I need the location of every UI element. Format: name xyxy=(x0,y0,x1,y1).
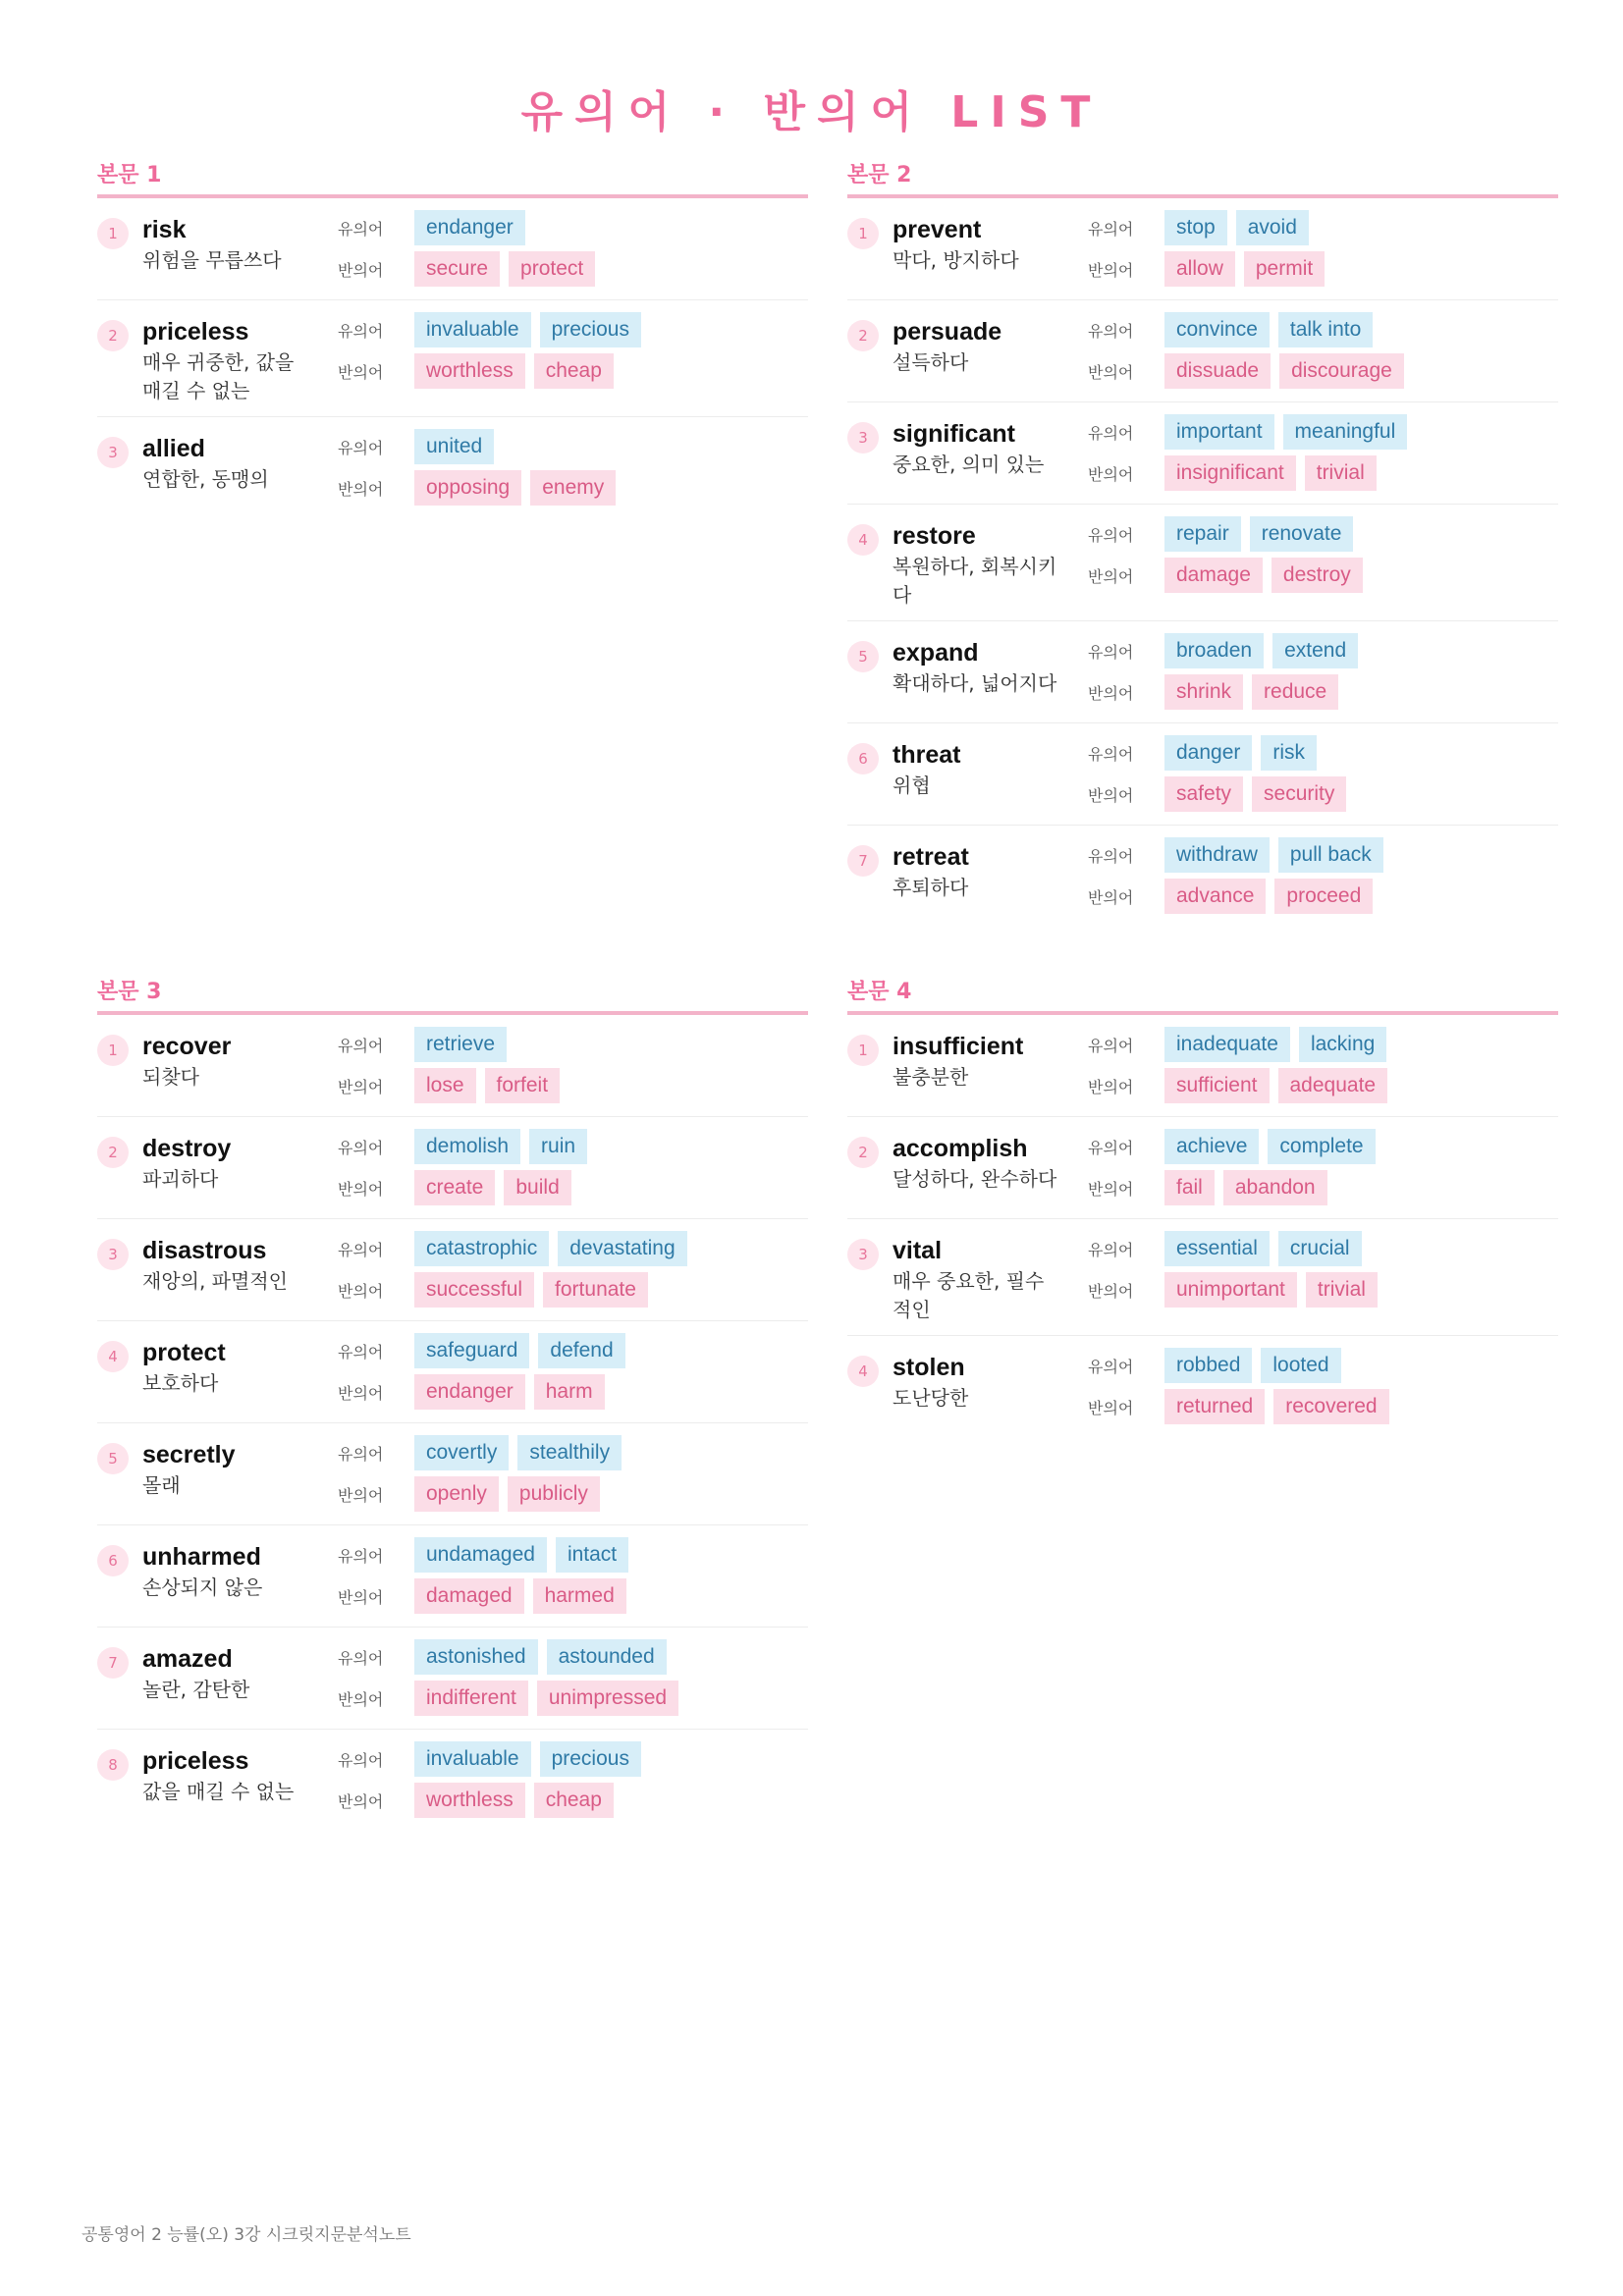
entry-number-badge: 3 xyxy=(97,1239,129,1270)
vocab-entry xyxy=(847,1015,1558,1117)
synonym-tag: broaden xyxy=(1164,633,1264,668)
entry-word: restore xyxy=(893,522,976,550)
synonym-tag: ruin xyxy=(529,1129,587,1164)
antonym-label: 반의어 xyxy=(338,1791,384,1811)
synonym-row xyxy=(1088,633,1367,668)
entry-meaning: 위협 xyxy=(893,774,931,797)
entry-word: priceless xyxy=(142,1747,249,1775)
entry-number-badge: 5 xyxy=(97,1443,129,1474)
vocab-entry xyxy=(97,198,808,300)
entry-meaning: 불충분한 xyxy=(893,1065,969,1089)
synonym-row xyxy=(1088,1129,1384,1164)
synonym-tag: achieve xyxy=(1164,1129,1259,1164)
antonym-tag: abandon xyxy=(1223,1170,1327,1205)
entry-meaning: 보호하다 xyxy=(142,1371,219,1395)
synonym-label: 유의어 xyxy=(1088,642,1134,662)
entry-number-badge: 1 xyxy=(97,1035,129,1066)
antonym-label: 반의어 xyxy=(1088,566,1134,586)
entry-number-badge: 8 xyxy=(97,1749,129,1781)
antonym-tag: harm xyxy=(534,1374,605,1410)
antonym-label: 반의어 xyxy=(338,1485,384,1505)
synonym-label: 유의어 xyxy=(1088,525,1134,545)
antonym-tag: cheap xyxy=(534,1783,614,1818)
synonym-tag: endanger xyxy=(414,210,525,245)
section-heading: 본문 1 xyxy=(97,161,808,198)
antonym-row xyxy=(1088,558,1372,593)
antonym-tag: create xyxy=(414,1170,495,1205)
synonym-tag: extend xyxy=(1272,633,1358,668)
entry-number-badge: 2 xyxy=(847,1137,879,1168)
entry-meaning: 되찾다 xyxy=(142,1065,199,1089)
antonym-tag: permit xyxy=(1244,251,1325,287)
footer-text: 공통영어 2 능률(오) 3강 시크릿지문분석노트 xyxy=(81,2225,411,2245)
entry-meaning: 값을 매길 수 없는 xyxy=(142,1780,295,1803)
antonym-tag: lose xyxy=(414,1068,476,1103)
entry-number-badge: 4 xyxy=(847,1356,879,1387)
vocab-entry xyxy=(847,300,1558,402)
entry-word: stolen xyxy=(893,1354,965,1381)
antonym-tag: cheap xyxy=(534,353,614,389)
synonym-label: 유의어 xyxy=(338,321,384,341)
antonym-row xyxy=(1088,674,1347,710)
entry-number-badge: 1 xyxy=(847,1035,879,1066)
synonym-row xyxy=(1088,735,1325,771)
entry-number-badge: 1 xyxy=(97,218,129,249)
vocab-entry xyxy=(97,1015,808,1117)
synonym-tag: catastrophic xyxy=(414,1231,549,1266)
synonym-tag: stealthily xyxy=(517,1435,622,1470)
synonym-label: 유의어 xyxy=(338,1036,384,1055)
synonym-tag: covertly xyxy=(414,1435,509,1470)
antonym-tag: unimportant xyxy=(1164,1272,1297,1308)
synonym-tag: undamaged xyxy=(414,1537,547,1573)
entry-meaning: 몰래 xyxy=(142,1473,181,1497)
antonym-label: 반의어 xyxy=(1088,1077,1134,1096)
antonym-tag: build xyxy=(504,1170,570,1205)
antonym-tag: fail xyxy=(1164,1170,1215,1205)
vocab-entry xyxy=(97,1219,808,1321)
synonym-tag: complete xyxy=(1268,1129,1375,1164)
antonym-label: 반의어 xyxy=(338,1587,384,1607)
entry-meaning: 매우 중요한, 필수적인 xyxy=(893,1269,1045,1321)
synonym-row xyxy=(1088,1231,1371,1266)
entry-meaning: 재앙의, 파멸적인 xyxy=(142,1269,288,1293)
synonym-row xyxy=(338,1741,650,1777)
entry-meaning: 놀란, 감탄한 xyxy=(142,1678,250,1701)
antonym-tag: openly xyxy=(414,1476,499,1512)
synonym-row xyxy=(338,1129,596,1164)
synonym-row xyxy=(1088,516,1362,552)
antonym-row xyxy=(1088,1272,1386,1308)
antonym-label: 반의어 xyxy=(338,1281,384,1301)
entry-number-badge: 5 xyxy=(847,641,879,672)
entry-word: vital xyxy=(893,1237,943,1264)
synonym-row xyxy=(338,1537,637,1573)
antonym-tag: protect xyxy=(509,251,595,287)
antonym-label: 반의어 xyxy=(338,362,384,382)
entry-word: priceless xyxy=(142,318,249,346)
synonym-tag: essential xyxy=(1164,1231,1270,1266)
antonym-tag: enemy xyxy=(530,470,616,506)
antonym-row xyxy=(1088,455,1385,491)
synonym-tag: safeguard xyxy=(414,1333,529,1368)
antonym-row xyxy=(338,1272,657,1308)
antonym-label: 반의어 xyxy=(1088,1179,1134,1199)
antonym-row xyxy=(338,1068,568,1103)
antonym-tag: advance xyxy=(1164,879,1266,914)
entry-number-badge: 1 xyxy=(847,218,879,249)
synonym-label: 유의어 xyxy=(338,1240,384,1259)
synonym-tag: devastating xyxy=(558,1231,686,1266)
entry-word: destroy xyxy=(142,1135,232,1162)
synonym-tag: crucial xyxy=(1278,1231,1362,1266)
synonym-tag: avoid xyxy=(1236,210,1309,245)
synonym-label: 유의어 xyxy=(338,1750,384,1770)
antonym-label: 반의어 xyxy=(338,1383,384,1403)
synonym-row xyxy=(1088,210,1318,245)
synonym-row xyxy=(338,1639,676,1675)
entry-meaning: 달성하다, 완수하다 xyxy=(893,1167,1057,1191)
synonym-label: 유의어 xyxy=(1088,1357,1134,1376)
antonym-row xyxy=(1088,879,1381,914)
antonym-tag: insignificant xyxy=(1164,455,1296,491)
antonym-tag: publicly xyxy=(508,1476,600,1512)
entry-meaning: 위험을 무릅쓰다 xyxy=(142,248,282,272)
synonym-row xyxy=(338,210,534,245)
antonym-tag: proceed xyxy=(1274,879,1373,914)
synonym-tag: pull back xyxy=(1278,837,1383,873)
entry-meaning: 연합한, 동맹의 xyxy=(142,467,269,491)
entry-word: expand xyxy=(893,639,979,667)
antonym-tag: forfeit xyxy=(485,1068,561,1103)
entry-word: protect xyxy=(142,1339,226,1366)
antonym-tag: safety xyxy=(1164,776,1243,812)
entry-number-badge: 3 xyxy=(97,437,129,468)
entry-number-badge: 2 xyxy=(97,1137,129,1168)
synonym-row xyxy=(338,429,503,464)
synonym-label: 유의어 xyxy=(1088,321,1134,341)
entry-number-badge: 6 xyxy=(97,1545,129,1576)
antonym-label: 반의어 xyxy=(1088,362,1134,382)
section-1 xyxy=(97,161,808,519)
antonym-row xyxy=(1088,776,1355,812)
entry-number-badge: 3 xyxy=(847,422,879,454)
vocab-entry xyxy=(847,505,1558,621)
synonym-label: 유의어 xyxy=(1088,423,1134,443)
entry-number-badge: 4 xyxy=(847,524,879,556)
synonym-tag: astounded xyxy=(547,1639,667,1675)
section-3 xyxy=(97,978,808,1832)
entry-number-badge: 4 xyxy=(97,1341,129,1372)
synonym-label: 유의어 xyxy=(1088,846,1134,866)
entry-meaning: 파괴하다 xyxy=(142,1167,219,1191)
synonym-row xyxy=(338,312,650,347)
antonym-label: 반의어 xyxy=(1088,785,1134,805)
antonym-label: 반의어 xyxy=(338,1077,384,1096)
synonym-label: 유의어 xyxy=(1088,1138,1134,1157)
vocab-entry xyxy=(97,417,808,519)
entry-word: recover xyxy=(142,1033,232,1060)
section-4 xyxy=(847,978,1558,1438)
antonym-tag: recovered xyxy=(1273,1389,1388,1424)
vocab-entry xyxy=(847,1336,1558,1438)
synonym-label: 유의어 xyxy=(1088,744,1134,764)
vocab-entry xyxy=(847,198,1558,300)
antonym-tag: fortunate xyxy=(543,1272,648,1308)
synonym-tag: withdraw xyxy=(1164,837,1270,873)
antonym-tag: opposing xyxy=(414,470,521,506)
synonym-tag: intact xyxy=(556,1537,628,1573)
entry-meaning: 손상되지 않은 xyxy=(142,1575,263,1599)
antonym-tag: damage xyxy=(1164,558,1263,593)
antonym-tag: sufficient xyxy=(1164,1068,1270,1103)
antonym-label: 반의어 xyxy=(1088,1281,1134,1301)
synonym-tag: precious xyxy=(540,312,641,347)
antonym-tag: returned xyxy=(1164,1389,1265,1424)
synonym-label: 유의어 xyxy=(1088,1036,1134,1055)
synonym-tag: united xyxy=(414,429,494,464)
synonym-label: 유의어 xyxy=(338,1444,384,1464)
antonym-row xyxy=(1088,251,1333,287)
antonym-row xyxy=(1088,1068,1396,1103)
antonym-tag: discourage xyxy=(1279,353,1404,389)
synonym-tag: astonished xyxy=(414,1639,538,1675)
antonym-label: 반의어 xyxy=(338,479,384,499)
antonym-tag: trivial xyxy=(1305,455,1377,491)
synonym-row xyxy=(1088,1348,1350,1383)
entry-word: disastrous xyxy=(142,1237,267,1264)
entry-list xyxy=(847,1015,1558,1438)
synonym-tag: robbed xyxy=(1164,1348,1252,1383)
synonym-label: 유의어 xyxy=(338,1138,384,1157)
synonym-tag: defend xyxy=(538,1333,624,1368)
synonym-tag: demolish xyxy=(414,1129,520,1164)
synonym-row xyxy=(1088,837,1392,873)
entry-word: secretly xyxy=(142,1441,236,1468)
entry-meaning: 도난당한 xyxy=(893,1386,969,1410)
synonym-row xyxy=(1088,414,1416,450)
entry-word: amazed xyxy=(142,1645,233,1673)
synonym-tag: looted xyxy=(1261,1348,1340,1383)
entry-word: retreat xyxy=(893,843,969,871)
entry-word: threat xyxy=(893,741,961,769)
entry-meaning: 중요한, 의미 있는 xyxy=(893,453,1045,476)
antonym-tag: shrink xyxy=(1164,674,1243,710)
synonym-label: 유의어 xyxy=(338,219,384,239)
synonym-row xyxy=(338,1333,634,1368)
antonym-label: 반의어 xyxy=(1088,260,1134,280)
vocab-entry xyxy=(97,1730,808,1832)
antonym-tag: trivial xyxy=(1306,1272,1378,1308)
synonym-tag: meaningful xyxy=(1283,414,1408,450)
entry-word: significant xyxy=(893,420,1016,448)
entry-number-badge: 7 xyxy=(97,1647,129,1679)
vocab-entry xyxy=(97,1423,808,1525)
section-2 xyxy=(847,161,1558,928)
antonym-tag: reduce xyxy=(1252,674,1338,710)
entry-number-badge: 2 xyxy=(847,320,879,351)
entry-meaning: 막다, 방지하다 xyxy=(893,248,1019,272)
synonym-tag: inadequate xyxy=(1164,1027,1290,1062)
antonym-row xyxy=(1088,1170,1336,1205)
synonym-tag: invaluable xyxy=(414,1741,531,1777)
vocab-entry xyxy=(97,1628,808,1730)
antonym-tag: harmed xyxy=(533,1578,626,1614)
antonym-row xyxy=(338,1476,609,1512)
vocab-entry xyxy=(847,723,1558,826)
page-title: 유의어 · 반의어 LIST xyxy=(520,87,1103,137)
synonym-row xyxy=(338,1435,630,1470)
entry-word: allied xyxy=(142,435,205,462)
synonym-row xyxy=(1088,1027,1395,1062)
antonym-tag: secure xyxy=(414,251,500,287)
synonym-tag: convince xyxy=(1164,312,1270,347)
entry-word: persuade xyxy=(893,318,1002,346)
entry-meaning: 후퇴하다 xyxy=(893,876,969,899)
synonym-tag: renovate xyxy=(1250,516,1354,552)
antonym-label: 반의어 xyxy=(1088,683,1134,703)
entry-meaning: 설득하다 xyxy=(893,350,969,374)
antonym-label: 반의어 xyxy=(1088,887,1134,907)
antonym-row xyxy=(338,1170,580,1205)
antonym-row xyxy=(338,1374,614,1410)
synonym-label: 유의어 xyxy=(338,1546,384,1566)
synonym-row xyxy=(338,1231,696,1266)
synonym-tag: precious xyxy=(540,1741,641,1777)
synonym-row xyxy=(338,1027,515,1062)
entry-number-badge: 3 xyxy=(847,1239,879,1270)
synonym-tag: important xyxy=(1164,414,1274,450)
synonym-label: 유의어 xyxy=(1088,1240,1134,1259)
entry-list xyxy=(97,198,808,519)
antonym-tag: worthless xyxy=(414,1783,525,1818)
antonym-row xyxy=(338,1783,622,1818)
antonym-tag: endanger xyxy=(414,1374,525,1410)
entry-number-badge: 7 xyxy=(847,845,879,877)
entry-list xyxy=(847,198,1558,928)
antonym-label: 반의어 xyxy=(338,1179,384,1199)
synonym-tag: invaluable xyxy=(414,312,531,347)
synonym-label: 유의어 xyxy=(338,438,384,457)
entry-word: risk xyxy=(142,216,187,243)
vocab-entry xyxy=(847,826,1558,928)
vocab-entry xyxy=(97,300,808,417)
synonym-tag: danger xyxy=(1164,735,1252,771)
synonym-tag: risk xyxy=(1261,735,1317,771)
synonym-label: 유의어 xyxy=(338,1648,384,1668)
antonym-tag: dissuade xyxy=(1164,353,1271,389)
antonym-tag: security xyxy=(1252,776,1346,812)
synonym-tag: stop xyxy=(1164,210,1227,245)
antonym-tag: damaged xyxy=(414,1578,524,1614)
entry-word: unharmed xyxy=(142,1543,261,1571)
antonym-tag: unimpressed xyxy=(537,1681,678,1716)
antonym-row xyxy=(338,470,624,506)
entry-meaning: 확대하다, 넓어지다 xyxy=(893,671,1057,695)
synonym-tag: lacking xyxy=(1299,1027,1386,1062)
antonym-label: 반의어 xyxy=(338,260,384,280)
entry-list xyxy=(97,1015,808,1832)
antonym-label: 반의어 xyxy=(1088,464,1134,484)
entry-word: accomplish xyxy=(893,1135,1028,1162)
entry-word: insufficient xyxy=(893,1033,1024,1060)
synonym-label: 유의어 xyxy=(1088,219,1134,239)
synonym-tag: repair xyxy=(1164,516,1241,552)
entry-meaning: 매우 귀중한, 값을 매길 수 없는 xyxy=(142,350,295,402)
antonym-row xyxy=(338,1681,687,1716)
entry-number-badge: 6 xyxy=(847,743,879,774)
vocab-entry xyxy=(847,1219,1558,1336)
antonym-row xyxy=(338,251,604,287)
antonym-row xyxy=(338,353,622,389)
vocab-entry xyxy=(97,1117,808,1219)
antonym-tag: worthless xyxy=(414,353,525,389)
antonym-label: 반의어 xyxy=(1088,1398,1134,1417)
vocab-entry xyxy=(97,1321,808,1423)
synonym-tag: retrieve xyxy=(414,1027,507,1062)
vocab-entry xyxy=(97,1525,808,1628)
vocab-entry xyxy=(847,1117,1558,1219)
antonym-row xyxy=(1088,353,1413,389)
antonym-tag: destroy xyxy=(1271,558,1363,593)
synonym-tag: talk into xyxy=(1278,312,1373,347)
entry-meaning: 복원하다, 회복시키다 xyxy=(893,555,1057,607)
section-heading: 본문 3 xyxy=(97,978,808,1015)
synonym-label: 유의어 xyxy=(338,1342,384,1362)
antonym-tag: adequate xyxy=(1278,1068,1388,1103)
vocab-entry xyxy=(847,402,1558,505)
vocab-entry xyxy=(847,621,1558,723)
antonym-label: 반의어 xyxy=(338,1689,384,1709)
antonym-row xyxy=(1088,1389,1398,1424)
entry-number-badge: 2 xyxy=(97,320,129,351)
antonym-tag: indifferent xyxy=(414,1681,528,1716)
section-heading: 본문 2 xyxy=(847,161,1558,198)
antonym-tag: allow xyxy=(1164,251,1235,287)
synonym-row xyxy=(1088,312,1381,347)
entry-word: prevent xyxy=(893,216,982,243)
antonym-row xyxy=(338,1578,635,1614)
section-heading: 본문 4 xyxy=(847,978,1558,1015)
antonym-tag: successful xyxy=(414,1272,534,1308)
